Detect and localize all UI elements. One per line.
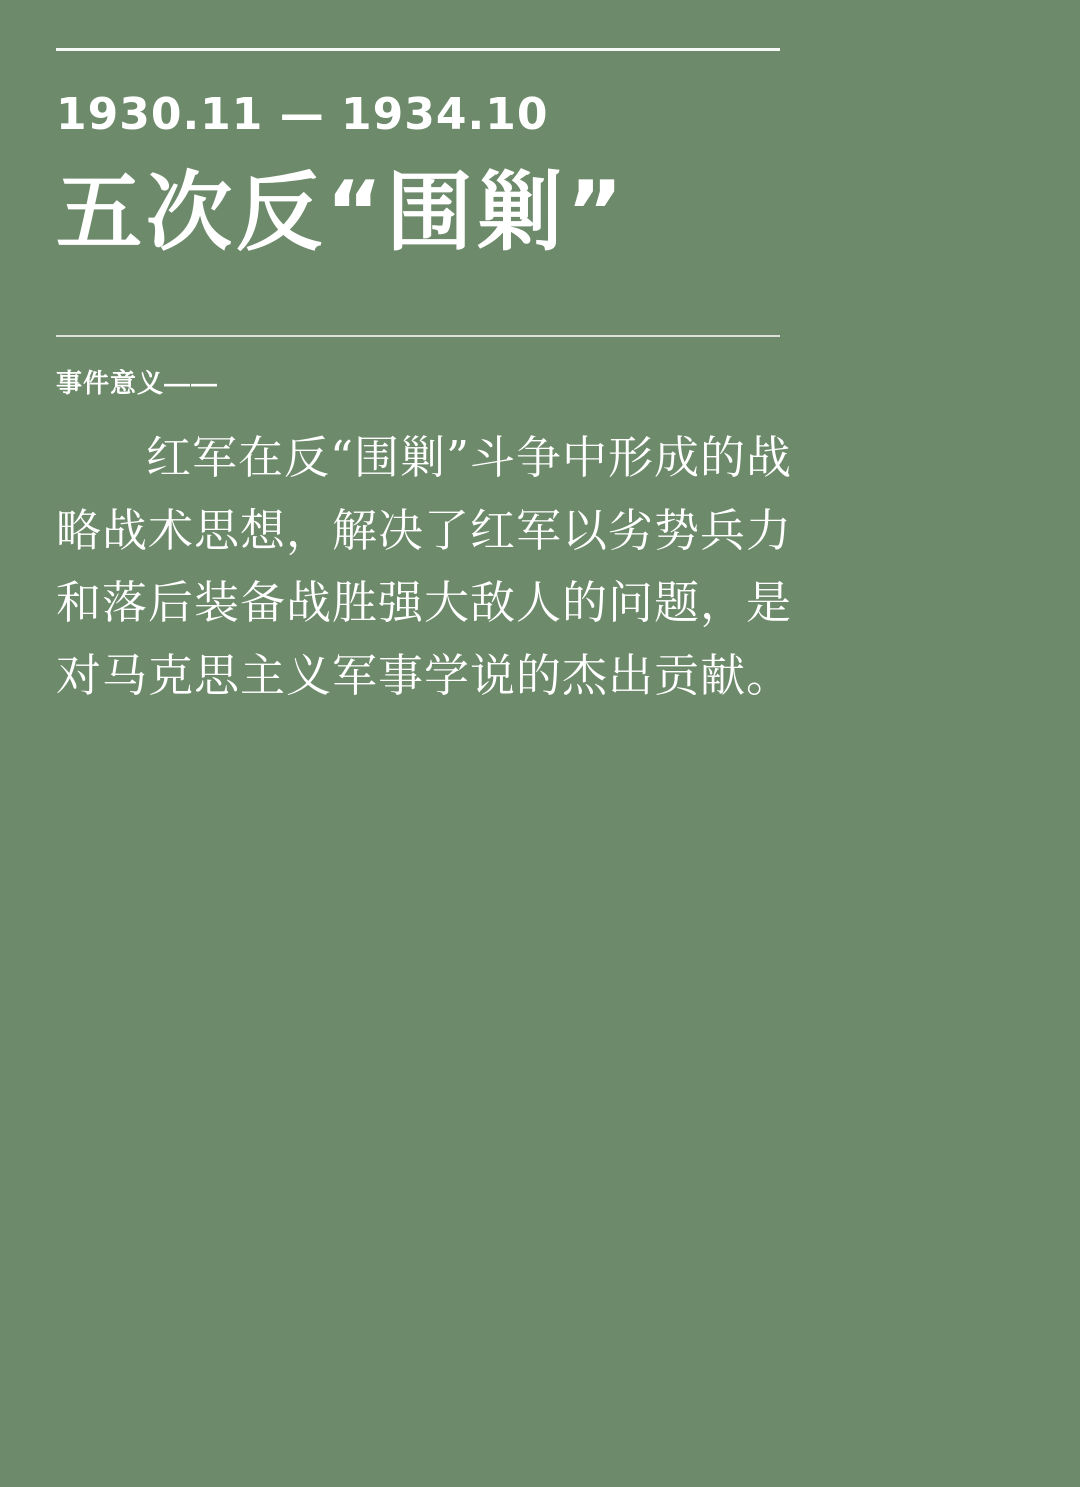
top-divider (56, 48, 780, 51)
title-block (56, 89, 1024, 335)
section-divider (56, 335, 780, 337)
section-label: 事件意义—— (56, 367, 219, 398)
date-range: 1930.11 — 1934.10 (56, 89, 549, 140)
event-card (0, 48, 1080, 1487)
section-body-text: 红军在反“围剿”斗争中形成的战略战术思想，解决了红军以劣势兵力和落后装备战胜强大敌人的问题，是对马克思主义军事学说的杰出贡献。 (56, 430, 793, 703)
page-title: 五次反“围剿” (56, 162, 628, 263)
